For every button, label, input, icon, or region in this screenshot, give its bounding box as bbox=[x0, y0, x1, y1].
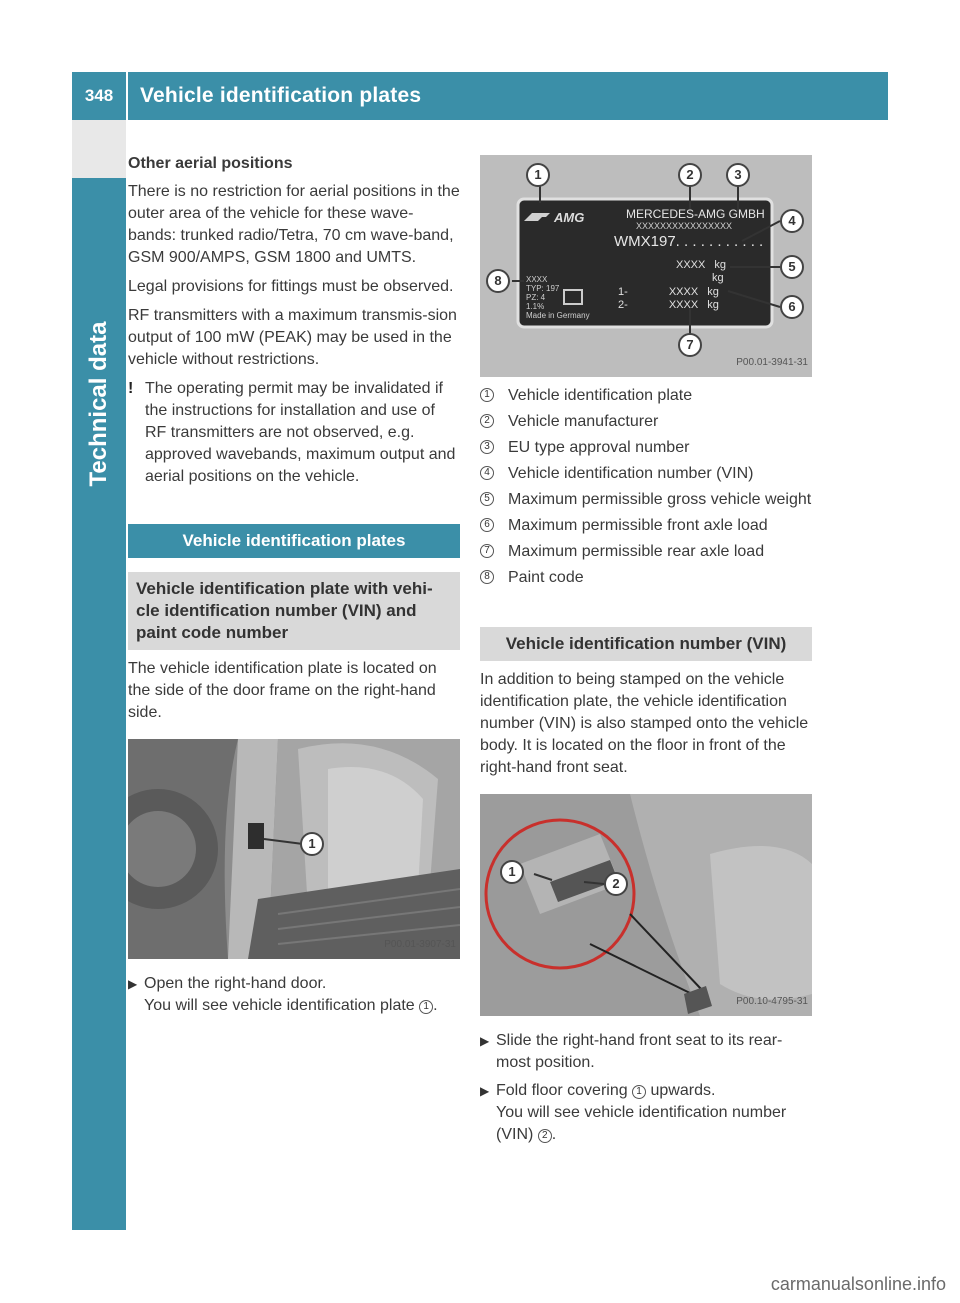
step-vin-result-post: . bbox=[551, 1126, 557, 1143]
other-aerial-heading: Other aerial positions bbox=[128, 155, 293, 172]
legend-callout: 8 bbox=[480, 570, 494, 584]
seat-figure bbox=[480, 794, 812, 1016]
legend-text: Paint code bbox=[508, 569, 584, 586]
page-header bbox=[72, 72, 888, 120]
legend-text: Vehicle identification plate bbox=[508, 387, 693, 404]
legend-item bbox=[480, 567, 812, 589]
plate-figure-ref: P00.01-3941-31 bbox=[736, 357, 808, 368]
step-fold-post: upwards. bbox=[646, 1082, 716, 1099]
other-aerial-p3: RF transmitters with a maximum transmis-sion output of 100 mW (PEAK) may be used in the vehicle without restrictions. bbox=[128, 307, 457, 368]
kg-row-3-unit: kg bbox=[707, 286, 719, 298]
seat-illustration bbox=[480, 794, 812, 1016]
step-result-post: . bbox=[433, 997, 438, 1014]
plate-brand: AMG bbox=[554, 210, 585, 225]
seat-figure-ref: P00.10-4795-31 bbox=[736, 996, 808, 1007]
plate-left-block bbox=[526, 275, 590, 320]
inline-callout-2: 2 bbox=[538, 1129, 552, 1143]
watermark: carmanualsonline.info bbox=[770, 1274, 946, 1294]
kg-row-4-unit: kg bbox=[707, 299, 719, 311]
legend-item bbox=[480, 463, 812, 485]
kg-row-4-value: XXXX bbox=[668, 299, 699, 311]
kg-row-1-value: XXXX bbox=[676, 259, 706, 271]
header-divider bbox=[126, 72, 128, 120]
step-slide-seat bbox=[480, 1030, 812, 1074]
plate-made-in: Made in Germany bbox=[526, 311, 590, 320]
page-title: Vehicle identification plates bbox=[140, 84, 422, 107]
right-column bbox=[480, 155, 812, 1152]
step-fold-covering bbox=[480, 1080, 812, 1146]
legend-text: EU type approval number bbox=[508, 439, 690, 456]
legend-text: Maximum permissible front axle load bbox=[508, 517, 768, 534]
kg-row-3-label: 1- bbox=[618, 286, 628, 298]
page-number: 348 bbox=[84, 86, 114, 105]
section-title-plates: Vehicle identification plates bbox=[128, 524, 460, 558]
warning-icon: ! bbox=[128, 380, 134, 397]
warning-note bbox=[128, 378, 460, 488]
warning-note-text: The operating permit may be invalidated if the instructions for installation and use of RF transmitters are not observed, e.g. approved wavebands, maximum output and aerial positions on the vehicle. bbox=[145, 380, 456, 485]
plate-illustration bbox=[480, 155, 812, 377]
side-tab-label: Technical data bbox=[85, 321, 112, 487]
subsection-title-plate: Vehicle identification plate with vehi-cle identification number (VIN) and paint code number bbox=[128, 572, 460, 650]
plate-callout-6: 6 bbox=[780, 295, 804, 319]
legend-callout: 5 bbox=[480, 492, 494, 506]
plate-left-line-2: TYP: 197 bbox=[526, 284, 560, 293]
legend-text: Vehicle identification number (VIN) bbox=[508, 465, 754, 482]
plate-callout-3: 3 bbox=[726, 163, 750, 187]
legend-text: Maximum permissible gross vehicle weight bbox=[508, 491, 812, 508]
plate-left-line-3: PZ: 4 bbox=[526, 293, 546, 302]
inline-callout-1: 1 bbox=[632, 1085, 646, 1099]
plate-callout-5: 5 bbox=[780, 255, 804, 279]
vin-section-text: In addition to being stamped on the vehicle identification plate, the vehicle identification number (VIN) is also stamped onto the vehicle body. It is located on the floor in front of the right-hand front seat. bbox=[480, 671, 809, 776]
kg-row-4-label: 2- bbox=[618, 299, 628, 311]
plate-manufacturer: MERCEDES-AMG GMBH bbox=[626, 207, 765, 221]
legend-callout: 3 bbox=[480, 440, 494, 454]
kg-row-2-unit: kg bbox=[712, 272, 724, 284]
door-frame-figure bbox=[128, 739, 460, 959]
legend-item bbox=[480, 385, 812, 407]
plate-location-text: The vehicle identification plate is located on the side of the door frame on the right-hand side. bbox=[128, 660, 437, 721]
seat-callout-2: 2 bbox=[604, 872, 628, 896]
plate-callout-1: 1 bbox=[526, 163, 550, 187]
door-figure-callout-1: 1 bbox=[300, 832, 324, 856]
door-figure-ref: P00.01-3907-31 bbox=[384, 939, 456, 950]
other-aerial-p2: Legal provisions for fittings must be observed. bbox=[128, 278, 454, 295]
plate-callout-2: 2 bbox=[678, 163, 702, 187]
plate-callout-4: 4 bbox=[780, 209, 804, 233]
kg-row-3-value: XXXX bbox=[668, 286, 699, 298]
door-frame-illustration bbox=[128, 739, 460, 959]
step-fold-pre: Fold floor covering bbox=[496, 1082, 633, 1099]
legend-item bbox=[480, 541, 812, 563]
legend-callout: 4 bbox=[480, 466, 494, 480]
legend-callout: 7 bbox=[480, 544, 494, 558]
plate-kg-row-4 bbox=[618, 299, 719, 311]
plate-left-line-4: 1.1% bbox=[526, 302, 545, 311]
step-result-pre: You will see vehicle identification plate bbox=[144, 997, 420, 1014]
plate-callout-7: 7 bbox=[678, 333, 702, 357]
step-slide-seat-text: Slide the right-hand front seat to its rear-most position. bbox=[496, 1032, 783, 1071]
other-aerial-p1: There is no restriction for aerial positions in the outer area of the vehicle for these wave-bands: trunked radio/Tetra, 70 cm wave-band, GSM 900/AMPS, GSM 1800 and UMTS. bbox=[128, 183, 460, 266]
plate-kg-row-1 bbox=[676, 259, 726, 271]
legend-item bbox=[480, 437, 812, 459]
plate-legend bbox=[480, 385, 812, 589]
legend-callout: 6 bbox=[480, 518, 494, 532]
legend-item bbox=[480, 515, 812, 537]
plate-vin: WMX197. . . . . . . . . . . bbox=[614, 233, 764, 250]
plate-left-line-1: XXXX bbox=[526, 275, 548, 284]
seat-callout-1: 1 bbox=[500, 860, 524, 884]
step-arrow-icon: ▶ bbox=[128, 977, 138, 991]
plate-figure bbox=[480, 155, 812, 377]
plate-xline: XXXXXXXXXXXXXXXX bbox=[636, 221, 733, 231]
kg-row-1-unit: kg bbox=[714, 259, 727, 271]
step-open-door-text: Open the right-hand door. bbox=[144, 975, 327, 992]
plate-callout-8: 8 bbox=[486, 269, 510, 293]
plate-kg-row-2 bbox=[712, 272, 724, 284]
legend-callout: 1 bbox=[480, 388, 494, 402]
step-arrow-icon: ▶ bbox=[480, 1084, 490, 1098]
legend-item bbox=[480, 489, 812, 511]
legend-item bbox=[480, 411, 812, 433]
legend-callout: 2 bbox=[480, 414, 494, 428]
step-vin-result-pre: You will see vehicle identification number (VIN) bbox=[496, 1104, 787, 1143]
inline-callout-1: 1 bbox=[419, 1000, 433, 1014]
left-column bbox=[128, 153, 460, 1023]
legend-text: Vehicle manufacturer bbox=[508, 413, 659, 430]
step-open-door bbox=[128, 973, 460, 1017]
plate-kg-row-3 bbox=[618, 286, 719, 298]
legend-text: Maximum permissible rear axle load bbox=[508, 543, 765, 560]
vin-section-title: Vehicle identification number (VIN) bbox=[480, 627, 812, 661]
step-arrow-icon: ▶ bbox=[480, 1034, 490, 1048]
